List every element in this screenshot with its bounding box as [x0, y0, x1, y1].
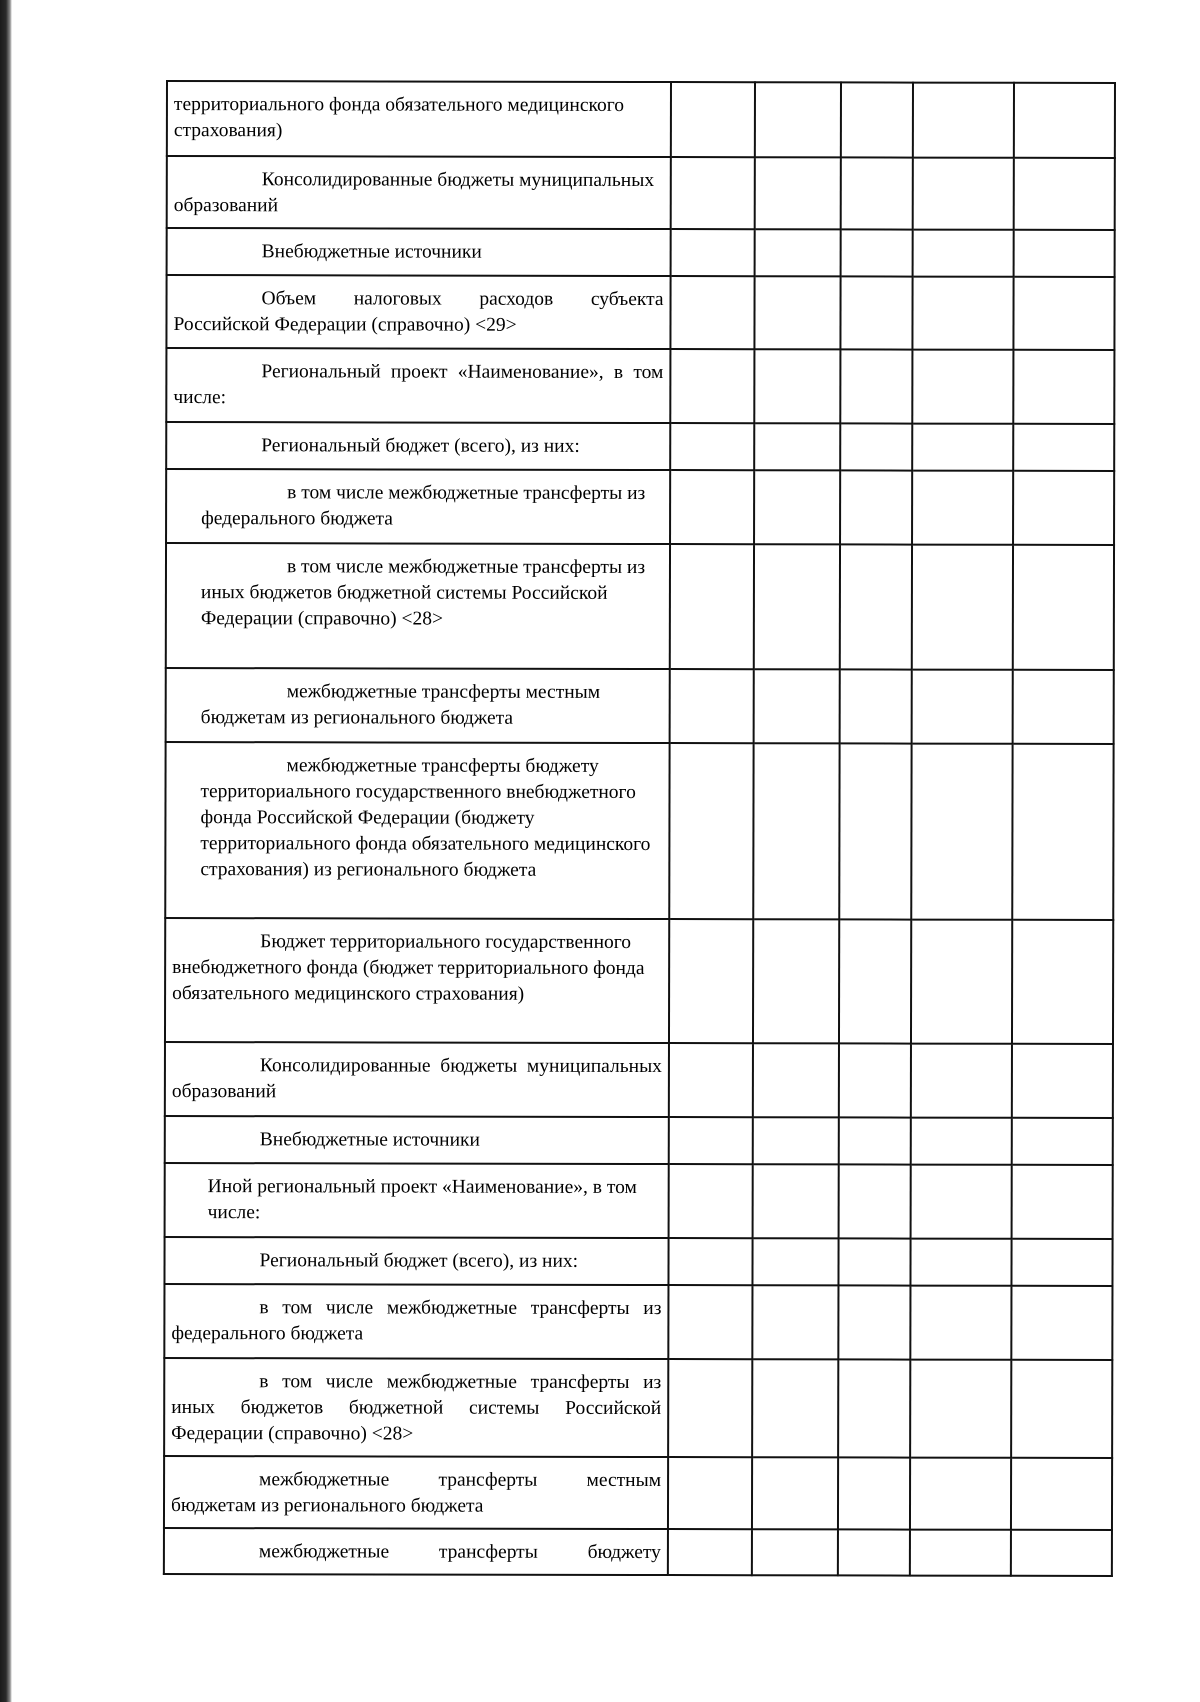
value-cell — [840, 276, 912, 349]
row-label: Внебюджетные источники — [259, 1129, 480, 1151]
row-label-cell — [164, 1358, 668, 1457]
value-cell — [840, 349, 912, 423]
row-label-cell — [166, 422, 670, 470]
value-cell — [754, 276, 840, 349]
value-cell — [670, 544, 754, 669]
row-label-cell — [164, 1284, 668, 1359]
value-cell — [913, 158, 1014, 230]
row-label-cell — [166, 543, 670, 669]
value-cell — [670, 669, 754, 743]
value-cell — [752, 1359, 838, 1457]
row-label: в том числе межбюджетные трансферты из иных бюджетов бюджетной системы Российской Федерации (справочно) <28> — [200, 556, 646, 630]
value-cell — [839, 919, 911, 1043]
table-row — [165, 742, 1113, 920]
table-row — [166, 543, 1114, 670]
value-cell — [841, 229, 913, 276]
value-cell — [1012, 744, 1113, 920]
value-cell — [910, 1286, 1011, 1360]
table-row — [165, 1116, 1113, 1165]
row-label-cell — [166, 469, 670, 544]
table-row — [165, 1042, 1113, 1118]
value-cell — [913, 230, 1014, 277]
table-row — [165, 1163, 1113, 1239]
value-cell — [840, 423, 912, 470]
value-cell — [671, 157, 755, 229]
scan-edge-shadow — [0, 0, 12, 1702]
value-cell — [838, 1238, 910, 1285]
row-label-cell — [166, 668, 670, 743]
value-cell — [754, 470, 840, 544]
value-cell — [912, 471, 1013, 545]
value-cell — [1011, 1239, 1112, 1286]
value-cell — [753, 743, 839, 919]
value-cell — [754, 669, 840, 743]
value-cell — [912, 670, 1013, 744]
row-label: территориального фонда обязательного медицинского страхования) — [173, 94, 625, 142]
value-cell — [1013, 350, 1114, 424]
row-label-cell — [164, 1528, 668, 1575]
value-cell — [668, 1238, 752, 1285]
value-cell — [1011, 1286, 1112, 1360]
value-cell — [755, 82, 841, 157]
row-label: в том числе межбюджетные трансферты из иных бюджетов бюджетной системы Российской Федерации (справочно) <28> — [171, 1371, 662, 1445]
value-cell — [669, 1164, 753, 1238]
row-label-cell — [164, 1237, 668, 1285]
row-label: Региональный проект «Наименование», в том числе: — [173, 361, 664, 409]
value-cell — [1013, 545, 1114, 670]
value-cell — [1011, 1360, 1112, 1458]
table-row — [164, 1237, 1112, 1286]
row-label-cell — [167, 81, 671, 157]
value-cell — [670, 349, 754, 423]
value-cell — [668, 1359, 752, 1457]
value-cell — [911, 1044, 1012, 1118]
row-label: Региональный бюджет (всего), из них: — [259, 1250, 579, 1272]
value-cell — [670, 276, 754, 349]
value-cell — [839, 1043, 911, 1117]
value-cell — [839, 1164, 911, 1238]
value-cell — [668, 1529, 752, 1575]
budget-table — [163, 80, 1116, 1577]
table-row — [164, 1358, 1112, 1458]
value-cell — [840, 544, 912, 669]
value-cell — [1012, 1044, 1113, 1118]
row-label: Консолидированные бюджеты муниципальных образований — [171, 1055, 662, 1103]
value-cell — [912, 277, 1013, 350]
table-row — [166, 469, 1114, 545]
value-cell — [839, 1117, 911, 1164]
row-label: в том числе межбюджетные трансферты из федерального бюджета — [171, 1297, 662, 1345]
row-label: межбюджетные трансферты местным бюджетам из регионального бюджета — [170, 1469, 662, 1517]
value-cell — [753, 919, 839, 1043]
row-label-cell — [167, 228, 671, 276]
value-cell — [1014, 83, 1115, 158]
value-cell — [838, 1359, 910, 1457]
value-cell — [910, 1530, 1011, 1576]
value-cell — [838, 1529, 910, 1575]
value-cell — [839, 743, 911, 919]
value-cell — [1011, 1458, 1112, 1530]
table-row — [166, 275, 1114, 350]
row-label: Иной региональный проект «Наименование», в том числе: — [207, 1176, 637, 1224]
table-row — [167, 156, 1115, 230]
value-cell — [1012, 920, 1113, 1044]
row-label-cell — [165, 1042, 669, 1117]
value-cell — [911, 920, 1012, 1044]
value-cell — [755, 157, 841, 229]
value-cell — [671, 82, 755, 157]
value-cell — [755, 229, 841, 276]
row-label: Региональный бюджет (всего), из них: — [261, 435, 580, 457]
value-cell — [1011, 1530, 1112, 1576]
value-cell — [912, 545, 1013, 670]
row-label-cell — [165, 1163, 669, 1238]
value-cell — [752, 1285, 838, 1359]
row-label: в том числе межбюджетные трансферты из федерального бюджета — [201, 482, 646, 530]
value-cell — [840, 470, 912, 544]
value-cell — [838, 1457, 910, 1529]
value-cell — [669, 1043, 753, 1117]
value-cell — [754, 349, 840, 423]
row-label: Внебюджетные источники — [261, 241, 482, 263]
value-cell — [670, 423, 754, 470]
row-label-cell — [167, 156, 671, 229]
row-label-cell — [165, 1116, 669, 1164]
row-label: Бюджет территориального государственного внебюджетного фонда (бюджет территориального фонда обязательного медицинского страхования) — [172, 931, 645, 1005]
value-cell — [668, 1285, 752, 1359]
value-cell — [910, 1458, 1011, 1530]
table-row — [166, 668, 1114, 744]
value-cell — [913, 83, 1014, 158]
table-row — [166, 422, 1114, 471]
value-cell — [911, 1165, 1012, 1239]
value-cell — [669, 743, 753, 919]
row-label-cell — [165, 918, 669, 1043]
row-label: межбюджетные трансферты бюджету — [258, 1541, 661, 1564]
row-label-cell — [166, 348, 670, 423]
value-cell — [1012, 1165, 1113, 1239]
value-cell — [753, 1043, 839, 1117]
value-cell — [754, 544, 840, 669]
row-label-cell — [164, 1456, 668, 1529]
value-cell — [752, 1238, 838, 1285]
table-row — [167, 228, 1115, 277]
table-row — [164, 1456, 1112, 1530]
value-cell — [1013, 471, 1114, 545]
value-cell — [1012, 1118, 1113, 1165]
table-row — [164, 1284, 1112, 1360]
value-cell — [1013, 424, 1114, 471]
row-label: Объем налоговых расходов субъекта Российской Федерации (справочно) <29> — [173, 288, 664, 336]
table-row — [164, 1528, 1112, 1576]
value-cell — [753, 1164, 839, 1238]
row-label: межбюджетные трансферты бюджету территориального государственного внебюджетного фонда Российской Федерации (бюджету территориального фонда обязательного медицинского страхования) из регионального бюджета — [200, 755, 651, 881]
value-cell — [669, 919, 753, 1043]
value-cell — [753, 1117, 839, 1164]
value-cell — [1013, 277, 1114, 350]
value-cell — [752, 1529, 838, 1575]
value-cell — [840, 669, 912, 743]
value-cell — [841, 157, 913, 229]
value-cell — [910, 1360, 1011, 1458]
row-label: межбюджетные трансферты местным бюджетам из регионального бюджета — [200, 681, 601, 729]
table-row — [165, 918, 1113, 1044]
value-cell — [1014, 230, 1115, 277]
value-cell — [752, 1457, 838, 1529]
value-cell — [910, 1239, 1011, 1286]
value-cell — [671, 229, 755, 276]
value-cell — [668, 1457, 752, 1529]
value-cell — [754, 423, 840, 470]
table-row — [166, 348, 1114, 424]
row-label-cell — [165, 742, 669, 919]
value-cell — [670, 470, 754, 544]
table-body — [164, 81, 1115, 1576]
row-label: Консолидированные бюджеты муниципальных образований — [173, 169, 655, 217]
value-cell — [912, 424, 1013, 471]
value-cell — [838, 1285, 910, 1359]
row-label-cell — [166, 275, 670, 349]
value-cell — [841, 82, 913, 157]
value-cell — [912, 350, 1013, 424]
table-row — [167, 81, 1115, 158]
value-cell — [1013, 670, 1114, 744]
value-cell — [911, 744, 1012, 920]
value-cell — [1014, 158, 1115, 230]
value-cell — [911, 1118, 1012, 1165]
value-cell — [669, 1117, 753, 1164]
